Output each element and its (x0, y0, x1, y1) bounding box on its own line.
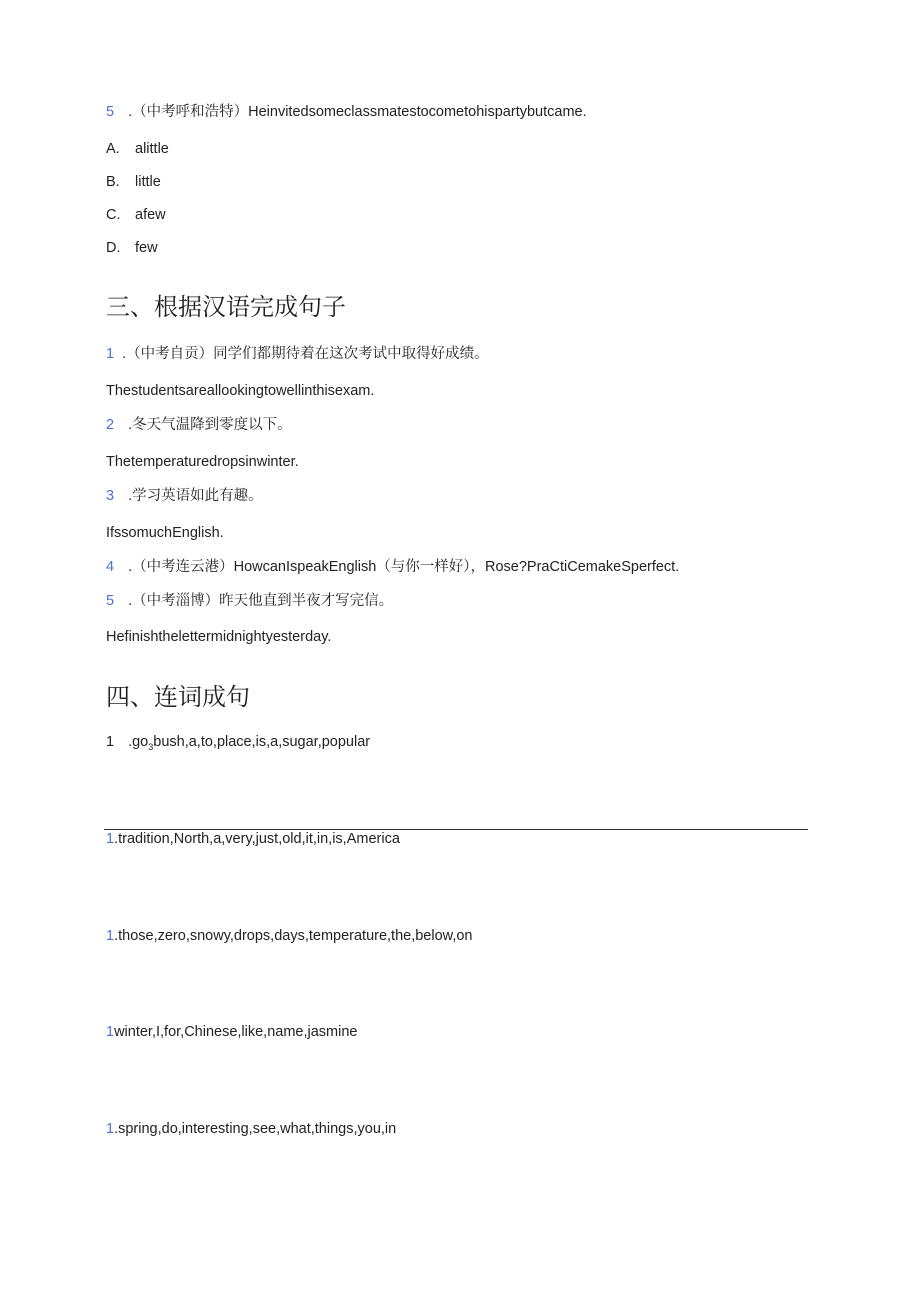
s3-item-2-answer: Thetemperaturedropsinwinter. (106, 454, 299, 470)
s3-item-2 (106, 415, 292, 435)
item-number: 5 (106, 593, 115, 609)
item-prompt: .冬天气温降到零度以下。 (128, 417, 292, 433)
item-number: 3 (106, 488, 115, 504)
item-number: 1 (106, 734, 115, 750)
item-text: .those,zero,snowy,drops,days,temperature,the,below,on (114, 928, 473, 944)
item-number: 1 (106, 1121, 115, 1137)
item-text-pre: .go (128, 734, 149, 750)
item-text: .spring,do,interesting,see,what,things,you,in (114, 1121, 397, 1137)
item-subscript: 3 (148, 741, 154, 752)
s4-item-3 (106, 926, 473, 946)
item-number: 2 (106, 417, 115, 433)
option-b[interactable] (106, 172, 161, 192)
item-prompt: .学习英语如此有趣。 (128, 488, 263, 504)
item-number: 4 (106, 559, 115, 575)
item-number: 1 (106, 831, 115, 847)
s3-item-1 (106, 344, 489, 364)
s3-item-1-answer: Thestudentsareallookingtowellinthisexam. (106, 383, 375, 399)
option-letter: A. (106, 141, 120, 157)
option-letter: C. (106, 207, 121, 223)
option-c[interactable] (106, 205, 166, 225)
s3-item-5 (106, 591, 393, 611)
item-number: 1 (106, 1024, 115, 1040)
s3-item-4 (106, 557, 679, 577)
s4-item-4 (106, 1022, 357, 1042)
item-prompt: .（中考连云港）HowcanIspeakEnglish（与你一样好），Rose?PraCtiCemakeSperfect. (128, 559, 680, 575)
option-text: afew (135, 207, 166, 223)
section-3-heading: 三、根据汉语完成句子 (106, 294, 346, 321)
item-text: .tradition,North,a,very,just,old,it,in,is,America (114, 831, 400, 847)
item-number: 1 (106, 928, 115, 944)
question-text: .（中考呼和浩特）Heinvitedsomeclassmatestocometohispartybutcame. (128, 104, 587, 120)
item-text-post: bush,a,to,place,is,a,sugar,popular (153, 734, 371, 750)
question-number: 5 (106, 104, 115, 120)
s3-item-5-answer: Hefinishthelettermidnightyesterday. (106, 629, 332, 645)
option-a[interactable] (106, 139, 169, 159)
s3-item-3 (106, 486, 263, 506)
option-letter: D. (106, 240, 121, 256)
s4-item-2 (106, 829, 400, 849)
item-number: 1 (106, 346, 115, 362)
s4-item-5 (106, 1119, 396, 1139)
item-prompt: .（中考自贡）同学们都期待着在这次考试中取得好成绩。 (122, 346, 489, 362)
s3-item-3-answer: IfssomuchEnglish. (106, 525, 224, 541)
option-letter: B. (106, 174, 120, 190)
section-4-heading: 四、连词成句 (106, 684, 250, 711)
item-prompt: .（中考淄博）昨天他直到半夜才写完信。 (128, 593, 394, 609)
option-text: alittle (135, 141, 169, 157)
s4-item-1 (106, 732, 370, 757)
option-text: few (135, 240, 158, 256)
question-5 (106, 102, 593, 122)
option-text: little (135, 174, 161, 190)
item-text: winter,I,for,Chinese,like,name,jasmine (114, 1024, 358, 1040)
option-d[interactable] (106, 238, 158, 258)
